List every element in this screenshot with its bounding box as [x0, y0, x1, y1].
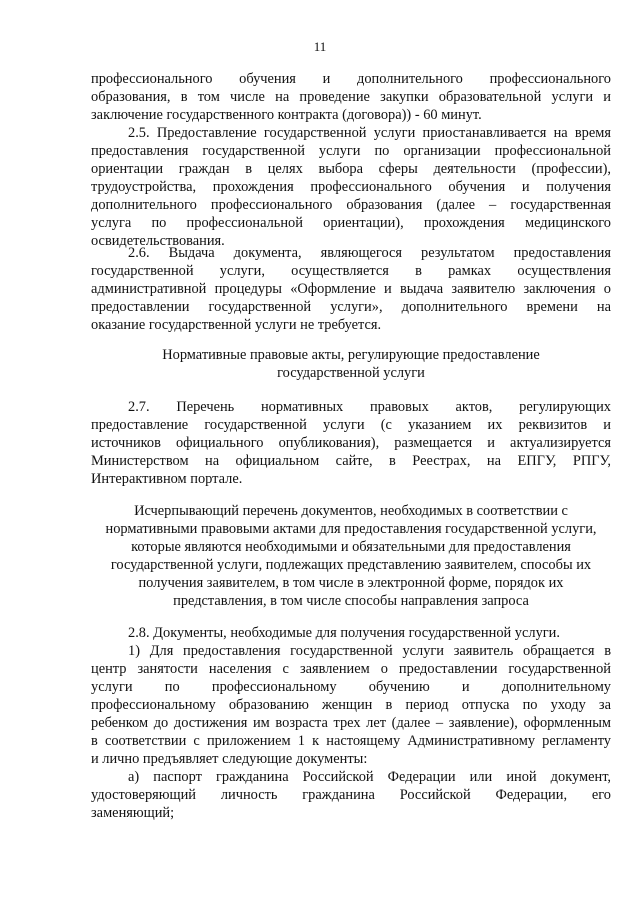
text-line: 2.8. Документы, необходимые для получения государственной услуги. — [128, 625, 560, 641]
heading-line: Исчерпывающий перечень документов, необходимых в соответствии с — [134, 503, 568, 519]
text-line: административной процедуры «Оформление и выдача заявителю заключения о — [91, 281, 611, 297]
heading-line: нормативными правовыми актами для предоставления государственной услуги, — [105, 521, 597, 537]
text-line: предоставления государственной услуги по организации профессиональной — [91, 143, 611, 159]
heading-line: государственной услуги — [277, 365, 425, 381]
paragraph-2-8-item-1 — [91, 642, 611, 768]
text-line: предоставление государственной услуги (с указанием их реквизитов и — [91, 417, 611, 433]
paragraph-2-5 — [91, 124, 611, 250]
text-line: профессионального обучения и дополнительного профессионального — [91, 71, 611, 87]
text-line: ориентации граждан в целях выбора сферы деятельности (профессии), — [91, 161, 611, 177]
text-line: дополнительного профессионального образования (далее – государственная — [91, 197, 611, 213]
paragraph-2-7 — [91, 398, 611, 488]
text-line: оказание государственной услуги не требуется. — [91, 317, 382, 333]
text-line: предоставлении государственной услуги», дополнительного времени на — [91, 299, 611, 315]
text-line: удостоверяющий личность гражданина Российской Федерации, его — [91, 787, 611, 803]
text-line: 2.6. Выдача документа, являющегося результатом предоставления — [128, 245, 611, 261]
text-line: и лично предъявляет следующие документы: — [91, 751, 368, 767]
text-line: 2.5. Предоставление государственной услуги приостанавливается на время — [128, 125, 611, 141]
text-line: центр занятости населения с заявлением о предоставлении государственной — [91, 661, 611, 677]
text-line: заключение государственного контракта (договора)) - 60 минут. — [91, 107, 482, 123]
text-line: в соответствии с приложением 1 к настоящему Административному регламенту — [91, 733, 611, 749]
text-line: источников официального опубликования), размещается и актуализируется — [91, 435, 611, 451]
text-line: услуга по профессиональной ориентации), прохождения медицинского — [91, 215, 611, 231]
paragraph-intro — [91, 70, 611, 124]
text-line: услуги по профессиональному обучению и дополнительному — [91, 679, 611, 695]
text-line: трудоустройства, прохождения профессионального обучения и получения — [91, 179, 611, 195]
text-line: заменяющий; — [91, 805, 175, 821]
section-heading-normative-acts — [91, 346, 611, 382]
page-number: 11 — [313, 39, 327, 54]
text-line: а) паспорт гражданина Российской Федерации или иной документ, — [128, 769, 611, 785]
heading-line: Нормативные правовые акты, регулирующие предоставление — [162, 347, 540, 363]
text-line: профессиональному образованию женщин в период отпуска по уходу за — [91, 697, 611, 713]
heading-line: представления, в том числе способы направления запроса — [173, 593, 529, 609]
text-line: 2.7. Перечень нормативных правовых актов, регулирующих — [128, 399, 611, 415]
text-line: образования, в том числе на проведение закупки образовательной услуги и — [91, 89, 611, 105]
heading-line: которые являются необходимыми и обязательными для предоставления — [131, 539, 571, 555]
text-line: государственной услуги, осуществляется в рамках осуществления — [91, 263, 611, 279]
paragraph-2-6 — [91, 244, 611, 334]
text-line: Министерством на официальном сайте, в Реестрах, на ЕПГУ, РПГУ, — [91, 453, 611, 469]
paragraph-2-8-item-1-a — [91, 768, 611, 822]
text-line: Интерактивном портале. — [91, 471, 243, 487]
text-line: 1) Для предоставления государственной услуги заявитель обращается в — [128, 643, 611, 659]
heading-line: государственной услуги, подлежащих представлению заявителем, способы их — [110, 557, 592, 573]
heading-line: получения заявителем, в том числе в электронной форме, порядок их — [138, 575, 564, 591]
text-line: ребенком до достижения им возраста трех лет (далее – заявление), оформленным — [91, 715, 611, 731]
section-heading-documents — [91, 502, 611, 610]
text-line: освидетельствования. — [91, 233, 225, 249]
paragraph-2-8 — [91, 624, 611, 642]
